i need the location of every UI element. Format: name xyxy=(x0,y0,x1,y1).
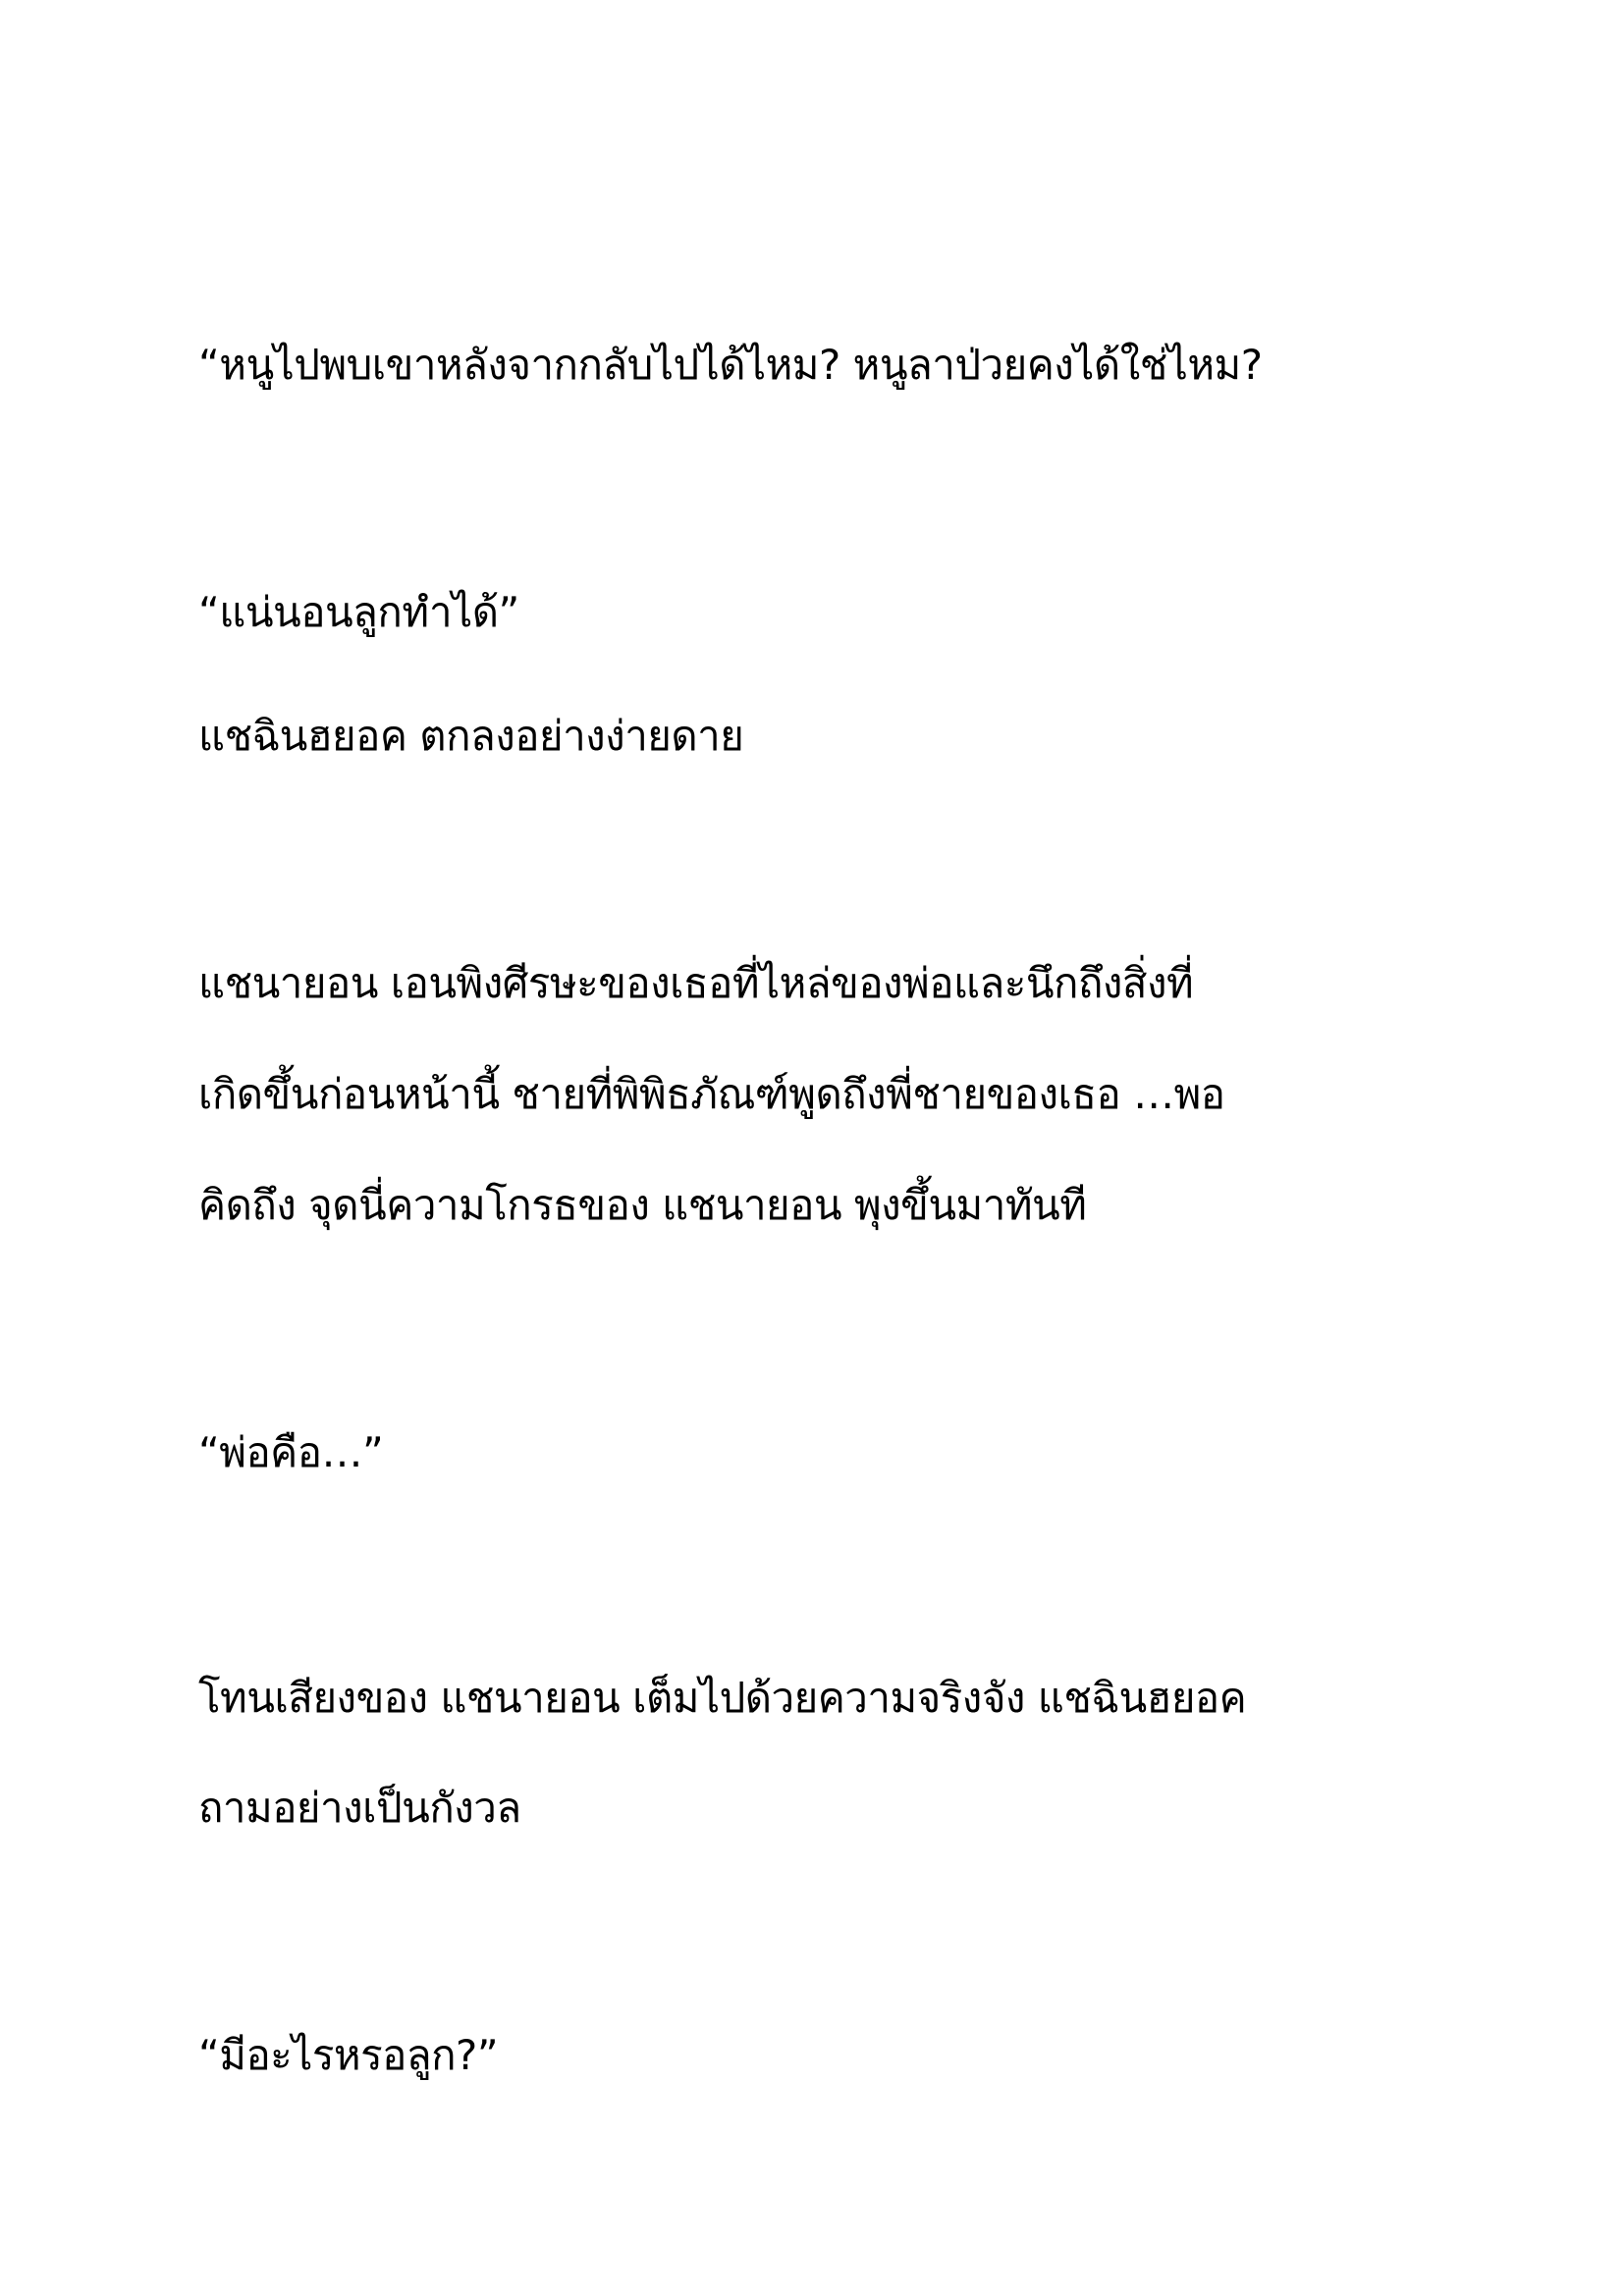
narration-line: แชนายอน เอนพิงศีรษะของเธอที่ไหล่ของพ่อและนึกถึงสิ่งที่ xyxy=(198,959,1194,1007)
narration-line: โทนเสียงของ แชนายอน เต็มไปด้วยความจริงจัง แชฉินฮยอค xyxy=(198,1674,1247,1722)
dialogue-line: “หนูไปพบเขาหลังจากกลับไปได้ไหม? หนูลาป่วยคงได้ใช่ไหม? xyxy=(198,341,1263,389)
narration-line: เกิดขึ้นก่อนหน้านี้ ชายที่พิพิธภัณฑ์พูดถึงพี่ชายของเธอ …พอ xyxy=(198,1070,1225,1118)
narration-line: ถามอย่างเป็นกังวล xyxy=(198,1784,521,1832)
narration-line: แชฉินฮยอค ตกลงอย่างง่ายดาย xyxy=(198,712,744,760)
dialogue-line: “พ่อคือ…” xyxy=(198,1428,384,1476)
dialogue-line: “แน่นอนลูกทำได้” xyxy=(198,588,519,636)
dialogue-line: “มีอะไรหรอลูก?” xyxy=(198,2031,499,2079)
narration-line: คิดถึง จุดนี่ความโกรธของ แชนายอน พุงขึ้นมาทันที xyxy=(198,1181,1087,1229)
